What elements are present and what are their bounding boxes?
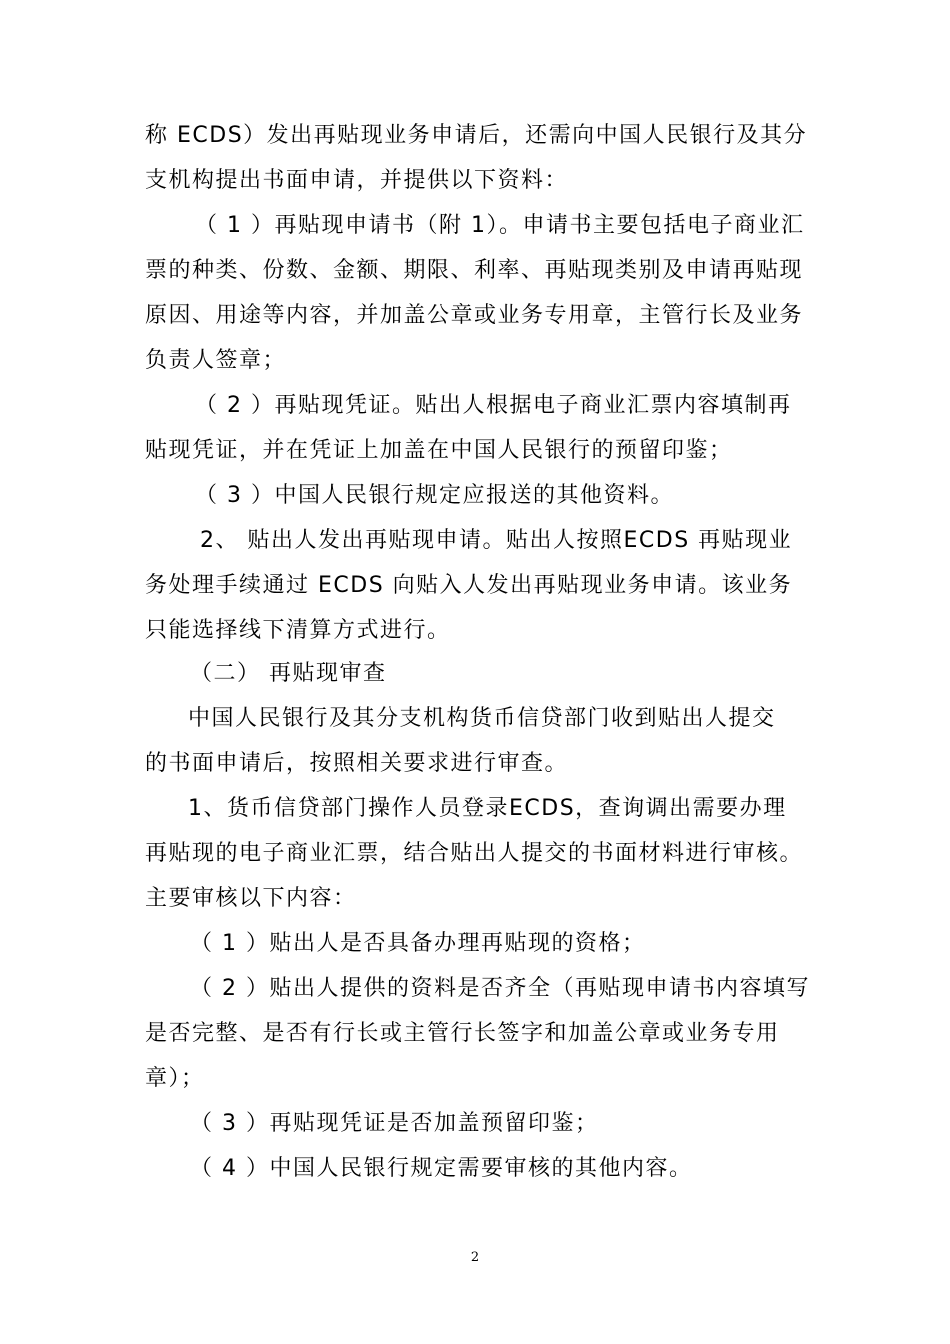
text-line: 只能选择线下清算方式进行。 — [145, 618, 451, 643]
text-line: 负责人签章； — [145, 348, 287, 373]
text-line: 是否完整、是否有行长或主管行长签字和加盖公章或业务专用 — [145, 1021, 780, 1046]
text-line: 1、货币信贷部门操作人员登录ECDS，查询调出需要办理 — [188, 796, 787, 821]
text-line: 2、 贴出人发出再贴现申请。贴出人按照ECDS 再贴现业 — [200, 528, 793, 553]
text-line: （ 1 ）再贴现申请书（附 1）。申请书主要包括电子商业汇 — [195, 213, 805, 238]
text-line: 务处理手续通过 ECDS 向贴入人发出再贴现业务申请。该业务 — [145, 573, 793, 598]
text-line: 中国人民银行及其分支机构货币信贷部门收到贴出人提交 — [188, 706, 776, 731]
text-line: 称 ECDS）发出再贴现业务申请后，还需向中国人民银行及其分 — [145, 123, 808, 148]
section-heading: （二） 再贴现审查 — [190, 661, 387, 686]
page-number: 2 — [470, 1250, 480, 1265]
text-line: （ 3 ）中国人民银行规定应报送的其他资料。 — [195, 483, 674, 508]
text-line: （ 1 ）贴出人是否具备办理再贴现的资格； — [190, 931, 646, 956]
text-line: （ 3 ）再贴现凭证是否加盖预留印鉴； — [190, 1111, 599, 1136]
text-line: 的书面申请后，按照相关要求进行审查。 — [145, 751, 569, 776]
text-line: 贴现凭证，并在凭证上加盖在中国人民银行的预留印鉴； — [145, 438, 733, 463]
text-line: 章）； — [145, 1066, 205, 1091]
text-line: （ 2 ）贴出人提供的资料是否齐全（再贴现申请书内容填写 — [190, 976, 810, 1001]
text-line: （ 4 ）中国人民银行规定需要审核的其他内容。 — [190, 1156, 693, 1181]
text-line: 原因、用途等内容，并加盖公章或业务专用章，主管行长及业务 — [145, 303, 804, 328]
text-line: （ 2 ）再贴现凭证。贴出人根据电子商业汇票内容填制再 — [195, 393, 792, 418]
text-line: 支机构提出书面申请，并提供以下资料： — [145, 168, 569, 193]
text-line: 再贴现的电子商业汇票，结合贴出人提交的书面材料进行审核。 — [145, 841, 804, 866]
text-line: 主要审核以下内容： — [145, 886, 357, 911]
text-line: 票的种类、份数、金额、期限、利率、再贴现类别及申请再贴现 — [145, 258, 804, 283]
